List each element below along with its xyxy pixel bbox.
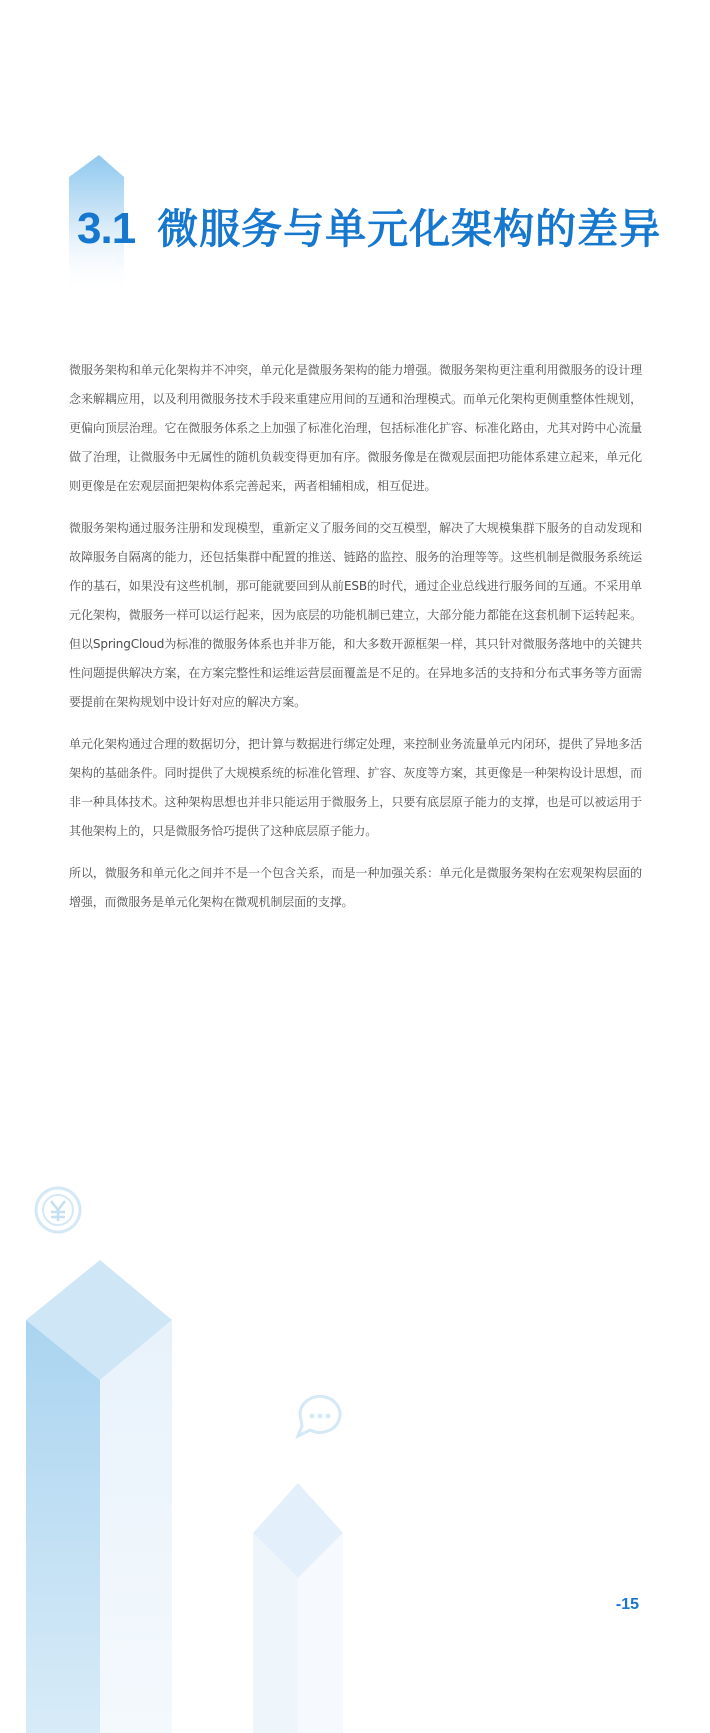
section-title: 微服务与单元化架构的差异 [157, 205, 662, 253]
page-number: -15 [615, 1596, 639, 1613]
paragraph: 微服务架构通过服务注册和发现模型，重新定义了服务间的交互模型，解决了大规模集群下服务的自动发现和故障服务自隔离的能力，还包括集群中配置的推送、链路的监控、服务的治理等等。这些机制是微服务系统运作的基石，如果没有这些机制，那可能就要回到从前ESB的时代，通过企业总线进行服务间的互通。不采用单元化架构，微服务一样可以运行起来，因为底层的功能机制已建立，大部分能力都能在这套机制下运转起来。但以SpringCloud为标准的微服务体系也并非万能，和大多数开源框架一样，其只针对微服务落地中的关键共性问题提供解决方案，在方案完整性和运维运营层面覆盖是不足的。在异地多活的支持和分布式事务等方面需要提前在架构规划中设计好对应的解决方案。 [69, 521, 642, 709]
body-text [69, 356, 642, 930]
paragraph: 所以，微服务和单元化之间并不是一个包含关系，而是一种加强关系：单元化是微服务架构在宏观架构层面的增强，而微服务是单元化架构在微观机制层面的支撑。 [69, 866, 642, 909]
section-number: 3.1 [77, 204, 136, 253]
paragraph: 单元化架构通过合理的数据切分，把计算与数据进行绑定处理，来控制业务流量单元内闭环，提供了异地多活架构的基础条件。同时提供了大规模系统的标准化管理、扩容、灰度等方案，其更像是一种架构设计思想，而非一种具体技术。这种架构思想也并非只能运用于微服务上，只要有底层原子能力的支撑，也是可以被运用于其他架构上的，只是微服务恰巧提供了这种底层原子能力。 [69, 737, 642, 838]
chat-bubble-icon [298, 1396, 340, 1436]
paragraph: 微服务架构和单元化架构并不冲突，单元化是微服务架构的能力增强。微服务架构更注重利用微服务的设计理念来解耦应用，以及利用微服务技术手段来重建应用间的互通和治理模式。而单元化架构更侧重整体性规划，更偏向顶层治理。它在微服务体系之上加强了标准化治理，包括标准化扩容、标准化路由，尤其对跨中心流量做了治理，让微服务中无属性的随机负载变得更加有序。微服务像是在微观层面把功能体系建立起来，单元化则更像是在宏观层面把架构体系完善起来，两者相辅相成，相互促进。 [69, 363, 642, 493]
decorative-illustration [0, 960, 710, 1733]
yen-coin-icon [36, 1188, 80, 1232]
section-heading [77, 196, 661, 255]
